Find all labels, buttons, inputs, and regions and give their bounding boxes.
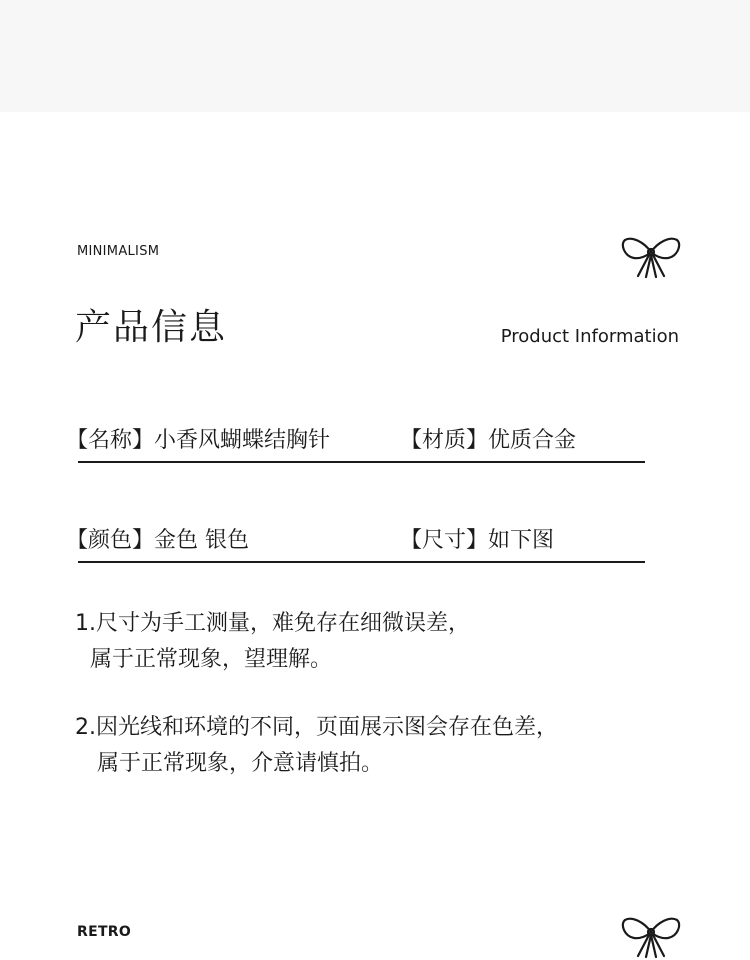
spec-row (66, 428, 645, 463)
note-line: 属于正常现象，望理解。 (90, 647, 333, 672)
spec-name: 【名称】小香风蝴蝶结胸针 (66, 428, 331, 453)
spec-size: 【尺寸】如下图 (400, 528, 555, 553)
note-line: 1.尺寸为手工测量，难免存在细微误差， (75, 611, 470, 636)
bow-icon (620, 232, 682, 280)
page-subtitle: Product Information (500, 326, 679, 347)
spec-color: 【颜色】金色 银色 (66, 528, 249, 553)
spec-row (66, 528, 645, 563)
section-tag-minimalism: MINIMALISM (77, 244, 160, 259)
top-banner-band (0, 0, 750, 112)
note-item (75, 710, 558, 782)
spec-material: 【材质】优质合金 (400, 428, 577, 453)
note-item (75, 606, 470, 678)
page-title: 产品信息 (75, 307, 228, 348)
note-line: 2.因光线和环境的不同，页面展示图会存在色差， (75, 715, 558, 740)
note-line: 属于正常现象，介意请慎拍。 (97, 751, 384, 776)
bow-icon (620, 912, 682, 960)
section-tag-retro: RETRO (77, 924, 132, 940)
